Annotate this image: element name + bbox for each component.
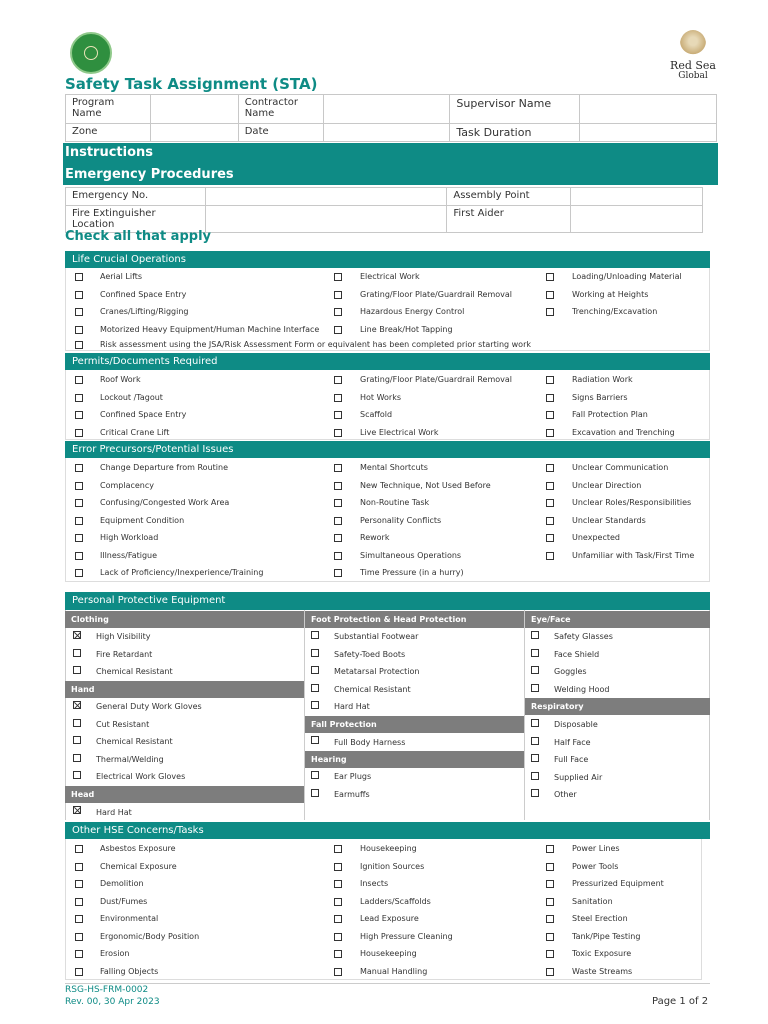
ppe-hearing-item: Ear Plugs [334,772,372,781]
life-crucial-item: Hazardous Energy Control [360,307,465,316]
other-hse-checkbox[interactable] [334,968,342,976]
ppe-hand-item: Chemical Resistant [96,737,173,746]
error-precursors-checkbox[interactable] [334,569,342,577]
ppe-respiratory-item: Half Face [554,737,591,747]
other-hse-item: Asbestos Exposure [100,844,176,853]
other-hse-item: Demolition [100,879,144,888]
ppe-respiratory-checkbox[interactable] [531,737,539,745]
error-precursors-item: Unfamiliar with Task/First Time [572,550,695,560]
life-crucial-checkbox[interactable] [75,291,83,299]
error-precursors-checkbox[interactable] [75,517,83,525]
ppe-eye-item: Safety Glasses [554,632,613,641]
error-precursors-checkbox[interactable] [546,517,554,525]
ppe-respiratory-checkbox[interactable] [531,772,539,780]
other-hse-item: Toxic Exposure [572,949,632,958]
zone-label: Zone [66,124,151,142]
other-hse-checkbox[interactable] [334,880,342,888]
ppe-hand-checkbox[interactable] [73,771,81,779]
supervisor-name-label: Supervisor Name [450,95,580,124]
other-hse-checkbox[interactable] [75,863,83,871]
page-title: Safety Task Assignment (STA) [65,75,318,93]
ppe-foot-checkbox[interactable] [311,666,319,674]
ppe-head-checkbox[interactable] [73,806,81,814]
other-hse-item: Pressurized Equipment [572,879,664,888]
ppe-hand-item: General Duty Work Gloves [96,702,202,711]
ppe-eye-item: Face Shield [554,649,600,659]
other-hse-item: Ergonomic/Body Position [100,931,200,941]
logo-line1: Red Sea [670,59,716,72]
permits-checkbox[interactable] [546,394,554,402]
ppe-eye-checkbox[interactable] [531,666,539,674]
life-crucial-bar: Life Crucial Operations [65,251,710,268]
life-crucial-checkbox[interactable] [334,273,342,281]
ppe-bar: Personal Protective Equipment [65,592,710,610]
ppe-respiratory-item: Disposable [554,720,598,729]
error-precursors-checkbox[interactable] [546,482,554,490]
emergency-no-label: Emergency No. [66,188,206,206]
error-precursors-checkbox[interactable] [334,464,342,472]
ppe-hand-checkbox[interactable] [73,719,81,727]
contractor-name-label: Contractor Name [238,95,323,124]
ppe-foot-checkbox[interactable] [311,631,319,639]
life-crucial-item: Line Break/Hot Tapping [360,324,453,334]
other-hse-item: Insects [360,879,389,888]
permits-checkbox[interactable] [75,376,83,384]
error-precursors-checkbox[interactable] [75,499,83,507]
first-aider-field[interactable] [571,206,703,233]
permits-item: Signs Barriers [572,392,628,402]
permits-item: Scaffold [360,410,393,419]
ppe-fall-header: Fall Protection [305,716,524,733]
life-crucial-checkbox[interactable] [334,326,342,334]
other-hse-item: Tank/Pipe Testing [572,931,641,941]
error-precursors-checkbox[interactable] [546,464,554,472]
ppe-foot-checkbox[interactable] [311,684,319,692]
ppe-respiratory-item: Other [554,790,577,799]
other-hse-checkbox[interactable] [546,968,554,976]
fire-extinguisher-field[interactable] [205,206,447,233]
emergency-procedures-heading: Emergency Procedures [65,167,234,182]
ppe-divider-2 [524,610,525,820]
fire-extinguisher-label: Fire Extinguisher Location [66,206,206,233]
ppe-foot-item: Metatarsal Protection [334,667,420,676]
permits-checkbox[interactable] [75,394,83,402]
permits-bar: Permits/Documents Required [65,353,710,370]
ppe-eye-header: Eye/Face [525,611,710,628]
red-sea-global-mark-icon [680,30,706,58]
other-hse-checkbox[interactable] [75,915,83,923]
ppe-clothing-item: Chemical Resistant [96,667,173,676]
ppe-hearing-header: Hearing [305,751,524,768]
other-hse-item: Ladders/Scaffolds [360,896,431,906]
program-name-field[interactable] [150,95,238,124]
ppe-foot-item: Substantial Footwear [334,632,419,641]
life-crucial-checkbox[interactable] [75,273,83,281]
life-crucial-item: Trenching/Excavation [572,307,658,316]
emergency-table [65,187,703,233]
permits-checkbox[interactable] [334,429,342,437]
task-duration-field[interactable] [580,124,717,142]
other-hse-checkbox[interactable] [546,863,554,871]
ppe-foot-item: Chemical Resistant [334,684,411,694]
ppe-hand-checkbox[interactable] [73,754,81,762]
other-hse-checkbox[interactable] [546,950,554,958]
ppe-hand-item: Electrical Work Gloves [96,772,186,781]
other-hse-checkbox[interactable] [75,880,83,888]
error-precursors-item: Confusing/Congested Work Area [100,498,230,507]
check-all-heading: Check all that apply [65,229,211,244]
other-hse-checkbox[interactable] [75,898,83,906]
error-precursors-item: Unclear Roles/Responsibilities [572,498,692,507]
error-precursors-checkbox[interactable] [334,499,342,507]
other-hse-checkbox[interactable] [334,950,342,958]
other-hse-item: Housekeeping [360,949,417,958]
life-crucial-item: Aerial Lifts [100,272,143,281]
revision: Rev. 00, 30 Apr 2023 [65,997,160,1007]
ppe-eye-item: Welding Hood [554,684,610,694]
assembly-point-field[interactable] [571,188,703,206]
error-precursors-item: Time Pressure (in a hurry) [360,568,464,577]
error-precursors-item: Equipment Condition [100,515,185,525]
ppe-respiratory-item: Full Face [554,755,589,764]
error-precursors-item: Unclear Direction [572,480,642,490]
ppe-eye-checkbox[interactable] [531,684,539,692]
life-crucial-item: Working at Heights [572,289,649,299]
ppe-eye-checkbox[interactable] [531,631,539,639]
life-crucial-item: Electrical Work [360,272,420,281]
ppe-clothing-checkbox[interactable] [73,631,81,639]
error-precursors-checkbox[interactable] [75,569,83,577]
ppe-fall-checkbox[interactable] [311,736,319,744]
permits-checkbox[interactable] [334,376,342,384]
emergency-no-field[interactable] [205,188,447,206]
ppe-hearing-checkbox[interactable] [311,771,319,779]
zone-field[interactable] [150,124,238,142]
other-hse-item: Waste Streams [572,966,633,976]
info-table [65,94,717,142]
life-crucial-item: Loading/Unloading Material [572,272,682,281]
other-hse-checkbox[interactable] [546,898,554,906]
life-crucial-checkbox[interactable] [75,308,83,316]
ppe-hearing-checkbox[interactable] [311,789,319,797]
ppe-foot-item: Hard Hat [334,702,370,711]
ppe-clothing-item: Fire Retardant [96,649,153,659]
error-precursors-checkbox[interactable] [334,552,342,560]
risk-assessment-label: Risk assessment using the JSA/Risk Assessment Form or equivalent has been completed prior starting work [100,340,531,349]
ppe-eye-checkbox[interactable] [531,649,539,657]
ppe-head-item: Hard Hat [96,808,132,817]
life-crucial-checkbox[interactable] [75,326,83,334]
other-hse-item: Steel Erection [572,914,628,923]
permits-item: Grating/Floor Plate/Guardrail Removal [360,375,512,384]
error-precursors-item: Non-Routine Task [360,498,430,507]
other-hse-checkbox[interactable] [334,915,342,923]
life-crucial-item: Grating/Floor Plate/Guardrail Removal [360,289,512,299]
permits-checkbox[interactable] [546,376,554,384]
life-crucial-checkbox[interactable] [546,273,554,281]
ppe-foot-item: Safety-Toed Boots [334,649,406,659]
life-crucial-checkbox[interactable] [334,308,342,316]
error-precursors-checkbox[interactable] [75,464,83,472]
permits-checkbox[interactable] [334,394,342,402]
other-hse-item: Erosion [100,949,130,958]
other-hse-checkbox[interactable] [75,950,83,958]
first-aider-label: First Aider [447,206,571,233]
ppe-respiratory-header: Respiratory [525,698,710,715]
permits-item: Fall Protection Plan [572,410,648,419]
other-hse-frame [65,839,702,980]
error-precursors-item: Unclear Communication [572,463,669,472]
life-crucial-item: Motorized Heavy Equipment/Human Machine Interface [100,324,320,334]
error-precursors-checkbox[interactable] [546,552,554,560]
ppe-foot-header: Foot Protection & Head Protection [305,611,524,628]
ppe-respiratory-checkbox[interactable] [531,754,539,762]
ppe-clothing-header: Clothing [65,611,304,628]
life-crucial-checkbox[interactable] [546,291,554,299]
contractor-name-field[interactable] [323,95,450,124]
other-hse-checkbox[interactable] [546,845,554,853]
error-precursors-item: New Technique, Not Used Before [360,480,491,490]
other-hse-checkbox[interactable] [334,933,342,941]
life-crucial-checkbox[interactable] [546,308,554,316]
error-precursors-item: High Workload [100,533,159,542]
date-field[interactable] [323,124,450,142]
permits-checkbox[interactable] [75,429,83,437]
ppe-clothing-checkbox[interactable] [73,649,81,657]
other-hse-item: Environmental [100,914,159,923]
other-hse-item: Power Lines [572,844,620,853]
error-precursors-bar: Error Precursors/Potential Issues [65,441,710,458]
error-precursors-item: Personality Conflicts [360,515,442,525]
other-hse-item: Ignition Sources [360,861,425,871]
permits-item: Lockout /Tagout [100,392,163,402]
other-hse-item: Falling Objects [100,966,159,976]
other-hse-item: Chemical Exposure [100,861,177,871]
permits-checkbox[interactable] [546,429,554,437]
error-precursors-checkbox[interactable] [334,517,342,525]
permits-item: Hot Works [360,392,402,402]
error-precursors-item: Simultaneous Operations [360,550,462,560]
permits-item: Confined Space Entry [100,410,187,419]
error-precursors-checkbox[interactable] [334,482,342,490]
ppe-clothing-item: High Visibility [96,632,151,641]
other-hse-checkbox[interactable] [546,933,554,941]
ppe-hand-header: Hand [65,681,304,698]
error-precursors-checkbox[interactable] [75,534,83,542]
permits-item: Excavation and Trenching [572,427,675,437]
permits-checkbox[interactable] [75,411,83,419]
risk-assessment-checkbox[interactable] [75,341,83,349]
permits-checkbox[interactable] [546,411,554,419]
instructions-heading: Instructions [65,145,154,160]
life-crucial-checkbox[interactable] [334,291,342,299]
ppe-hand-item: Cut Resistant [96,719,150,729]
ppe-respiratory-item: Supplied Air [554,772,603,782]
error-precursors-item: Rework [360,533,390,542]
other-hse-checkbox[interactable] [334,898,342,906]
other-hse-checkbox[interactable] [334,863,342,871]
error-precursors-checkbox[interactable] [546,534,554,542]
error-precursors-item: Mental Shortcuts [360,463,428,472]
ppe-head-header: Head [65,786,304,803]
task-duration-label: Task Duration [450,124,580,142]
ppe-hearing-item: Earmuffs [334,789,370,799]
assembly-point-label: Assembly Point [447,188,571,206]
supervisor-name-field[interactable] [580,95,717,124]
other-hse-checkbox[interactable] [75,933,83,941]
other-hse-item: Lead Exposure [360,914,419,923]
error-precursors-item: Lack of Proficiency/Inexperience/Training [100,568,264,577]
ppe-hand-item: Thermal/Welding [96,754,164,764]
date-label: Date [238,124,323,142]
red-sea-global-logo [668,30,718,81]
other-hse-bar: Other HSE Concerns/Tasks [65,822,710,839]
error-precursors-item: Illness/Fatigue [100,550,158,560]
other-hse-checkbox[interactable] [546,915,554,923]
ppe-respiratory-checkbox[interactable] [531,789,539,797]
ppe-divider-1 [304,610,305,820]
error-precursors-checkbox[interactable] [546,499,554,507]
other-hse-item: High Pressure Cleaning [360,931,453,941]
doc-number: RSG-HS-FRM-0002 [65,985,149,995]
other-hse-item: Manual Handling [360,966,428,976]
other-hse-checkbox[interactable] [75,845,83,853]
ppe-foot-checkbox[interactable] [311,649,319,657]
ppe-fall-item: Full Body Harness [334,738,406,747]
error-precursors-item: Unclear Standards [572,515,646,525]
error-precursors-item: Unexpected [572,533,620,542]
other-hse-checkbox[interactable] [334,845,342,853]
error-precursors-checkbox[interactable] [334,534,342,542]
other-hse-item: Sanitation [572,896,613,906]
other-hse-item: Housekeeping [360,844,417,853]
program-name-label: Program Name [66,95,151,124]
other-hse-checkbox[interactable] [546,880,554,888]
other-hse-item: Dust/Fumes [100,896,148,906]
error-precursors-checkbox[interactable] [75,482,83,490]
other-hse-checkbox[interactable] [75,968,83,976]
ppe-foot-checkbox[interactable] [311,701,319,709]
permits-item: Critical Crane Lift [100,427,170,437]
error-precursors-item: Complacency [100,480,154,490]
permits-checkbox[interactable] [334,411,342,419]
error-precursors-item: Change Departure from Routine [100,463,228,472]
footer-rule [65,983,710,984]
permits-item: Roof Work [100,375,141,384]
life-crucial-item: Cranes/Lifting/Rigging [100,307,189,316]
permits-item: Live Electrical Work [360,427,439,437]
error-precursors-checkbox[interactable] [75,552,83,560]
company-seal-logo [70,32,112,74]
page-number: Page 1 of 2 [652,996,709,1007]
ppe-hand-checkbox[interactable] [73,701,81,709]
other-hse-item: Power Tools [572,861,619,871]
logo-line2: Global [678,71,708,81]
life-crucial-item: Confined Space Entry [100,289,187,299]
ppe-eye-item: Goggles [554,667,587,676]
ppe-clothing-checkbox[interactable] [73,666,81,674]
ppe-hand-checkbox[interactable] [73,736,81,744]
permits-item: Radiation Work [572,375,633,384]
ppe-respiratory-checkbox[interactable] [531,719,539,727]
